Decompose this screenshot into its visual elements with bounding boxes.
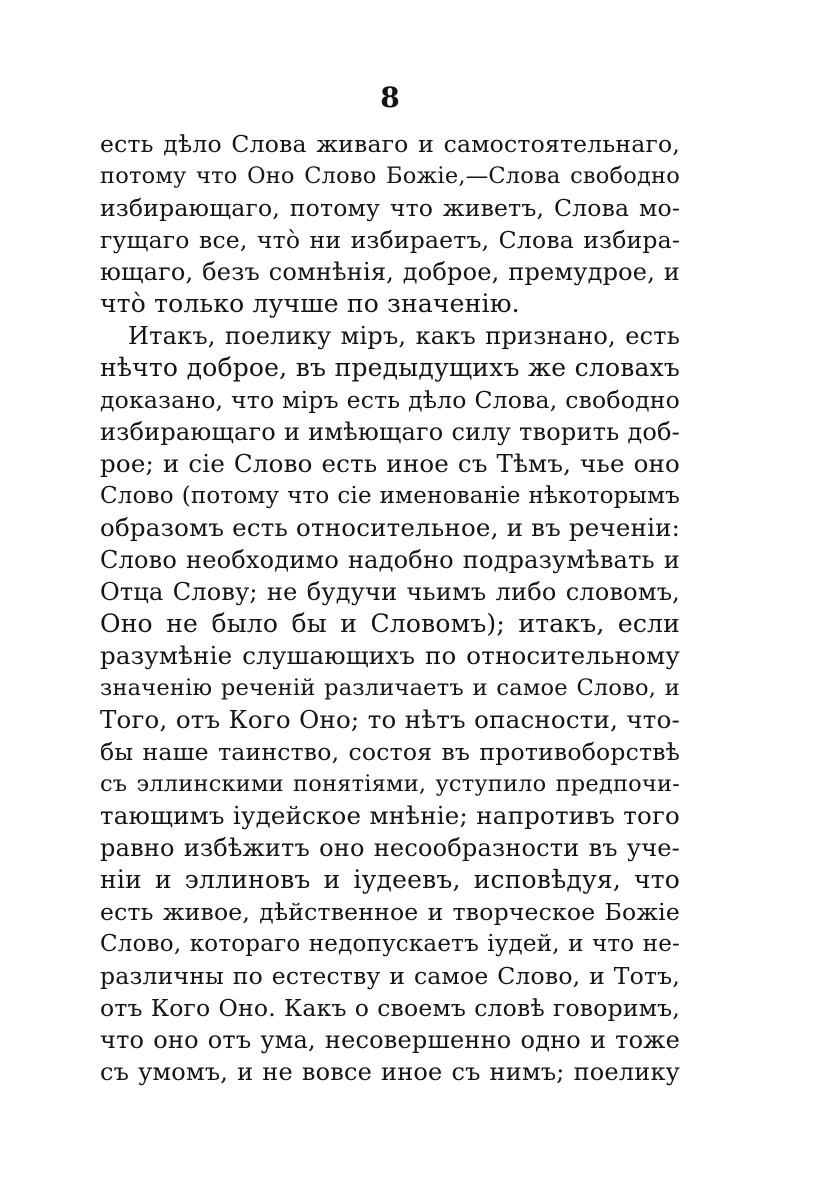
text-line: ніи и эллиновъ и іудеевъ, исповѣдуя, что <box>100 865 680 894</box>
page-number: 8 <box>380 81 400 114</box>
text-line: избирающаго, потому что живетъ, Слова мо- <box>100 194 680 222</box>
text-line: равно избѣжитъ оно несообразности въ уче- <box>100 834 680 862</box>
text-line: есть живое, дѣйственное и творческое Божіе <box>100 898 680 926</box>
text-line: Слово необходимо надобно подразумѣвать и <box>100 546 680 574</box>
text-line: гущаго все, чтò ни избираетъ, Слова избира- <box>100 226 680 254</box>
text-line: съ эллинскими понятіями, уступило предпочи- <box>100 771 680 797</box>
text-line: рое; и сіе Слово есть иное съ Тѣмъ, чье оно <box>100 449 680 478</box>
text-line: доказано, что міръ есть дѣло Слова, свободно <box>100 386 680 414</box>
text-line: Слово, котораго недопускаетъ іудей, и что не- <box>100 931 680 957</box>
text-line: различны по естеству и самое Слово, и Тотъ, <box>100 962 680 990</box>
text-line: избирающаго и имѣющаго силу творить доб- <box>100 418 680 446</box>
text-line: Итакъ, поелику міръ, какъ признано, есть <box>128 322 680 350</box>
text-line: Того, отъ Кого Оно; то нѣтъ опасности, что- <box>100 705 680 734</box>
text-line: тающимъ іудейское мнѣніе; напротивъ того <box>100 801 680 830</box>
text-line: нѣчто доброе, въ предыдущихъ же словахъ <box>100 353 680 382</box>
text-line: Оно не было бы и Словомъ); итакъ, если <box>100 609 680 638</box>
body-text <box>100 128 680 1088</box>
text-line: образомъ есть относительное, и въ реченіи: <box>100 513 681 542</box>
text-line: есть дѣло Слова живаго и самостоятельнаго, <box>100 130 680 158</box>
text-line: чтò только лучше по значенію. <box>100 289 520 318</box>
text-line: съ умомъ, и не вовсе иное съ нимъ; поелику <box>100 1058 680 1086</box>
text-line: значенію реченій различаетъ и самое Слово, и <box>100 675 680 701</box>
text-line: Слово (потому что сіе именованіе нѣкоторымъ <box>100 483 680 509</box>
text-line: Отца Слову; не будучи чьимъ либо словомъ, <box>100 578 680 606</box>
text-line: разумѣніе слушающихъ по относительному <box>100 641 680 670</box>
text-line: потому что Оно Слово Божіе,—Слова свободно <box>100 163 680 189</box>
text-line: бы наше таинство, состоя въ противоборствѣ <box>100 738 680 766</box>
text-line: ющаго, безъ сомнѣнія, доброе, премудрое, и <box>100 258 680 286</box>
text-line: отъ Кого Оно. Какъ о своемъ словѣ говоримъ, <box>100 994 680 1022</box>
text-line: что оно отъ ума, несовершенно одно и тоже <box>100 1026 680 1054</box>
